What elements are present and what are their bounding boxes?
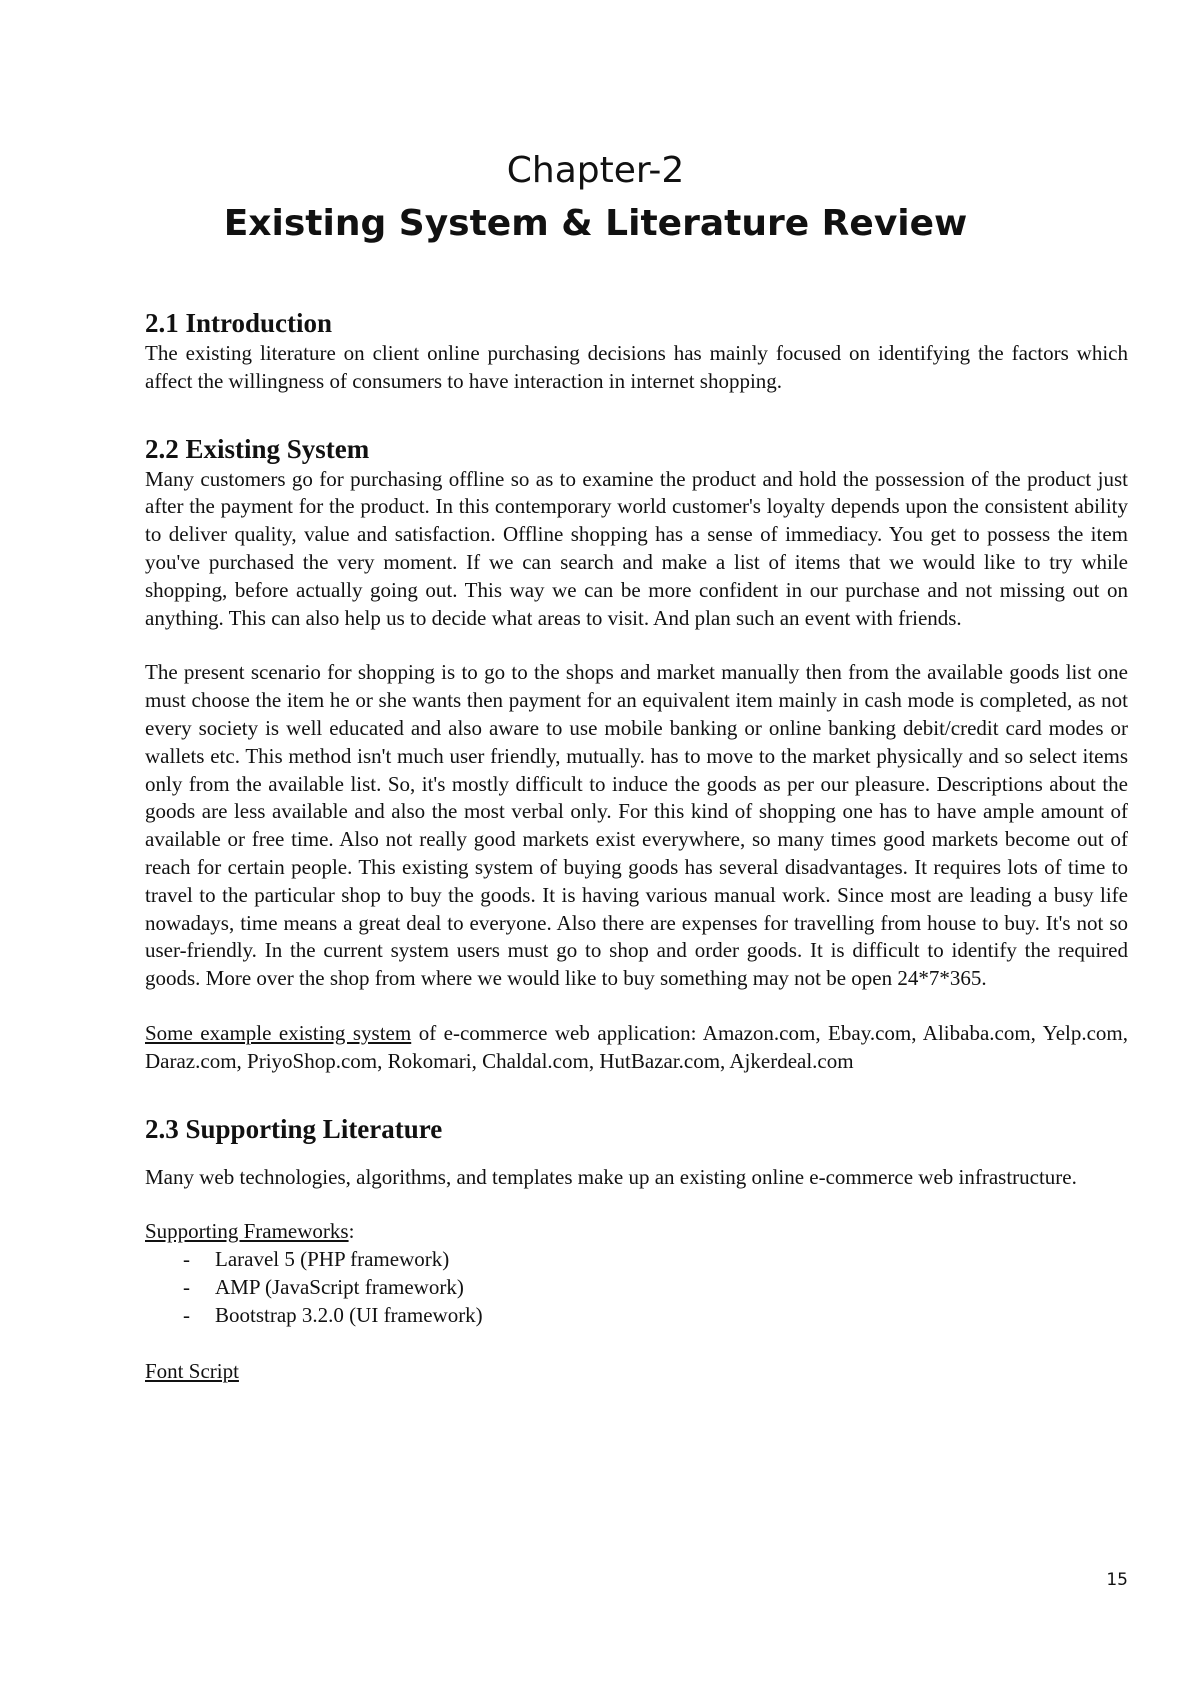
framework-item: Laravel 5 (PHP framework)	[215, 1247, 450, 1272]
section-heading-supporting-literature: 2.3 Supporting Literature	[145, 1113, 443, 1144]
chapter-title: Existing System & Literature Review	[223, 203, 968, 244]
framework-item: AMP (JavaScript framework)	[215, 1274, 464, 1299]
frameworks-heading	[145, 1218, 1128, 1246]
page-content	[145, 306, 1128, 1385]
section-heading-existing-system: 2.2 Existing System	[145, 433, 370, 464]
examples-text: of e-commerce web application: Amazon.com, Ebay.com, Alibaba.com, Yelp.com, Daraz.com, PriyoShop.com, Rokomari, Chaldal.com, HutBazar.com, Ajkerdeal.com	[145, 1020, 1128, 1073]
frameworks-colon: :	[348, 1219, 355, 1244]
examples-label: Some example existing system	[145, 1020, 412, 1045]
section-heading-introduction: 2.1 Introduction	[145, 308, 333, 338]
examples-paragraph	[145, 1020, 1128, 1076]
font-script-label: Font Script	[145, 1358, 239, 1383]
existing-system-paragraph-2: The present scenario for shopping is to go to the shops and market manually then from the available goods list one must choose the item he or she wants then payment for an equivalent item mainly in cash mode is completed, as not every society is well educated and also aware to use mobile banking or online banking debit/credit card modes or wallets etc. This method isn't much user friendly, mutually. has to move to the market physically and so select items only from the available list. So, it's mostly difficult to induce the goods as per our pleasure. Descriptions about the goods are less available and also the most verbal only. For this kind of shopping one has to have ample amount of available or free time. Also not really good markets exist everywhere, so many times good markets become out of reach for certain people. This existing system of buying goods has several disadvantages. It requires lots of time to travel to the particular shop to buy the goods. It is having various manual work. Since most are leading a busy life nowadays, time means a great deal to everyone. Also there are expenses for travelling from house to buy. It's not so user-friendly. In the current system users must go to shop and order goods. It is difficult to identify the required goods. More over the shop from where we would like to buy something may not be open 24*7*365.	[145, 660, 1128, 991]
list-dash: -	[183, 1274, 190, 1299]
frameworks-label: Supporting Frameworks	[145, 1219, 349, 1244]
framework-item: Bootstrap 3.2.0 (UI framework)	[215, 1302, 483, 1327]
existing-system-paragraph-1: Many customers go for purchasing offline so as to examine the product and hold the possession of the product just after the payment for the product. In this contemporary world customer's loyalty depends upon the consistent ability to deliver quality, value and satisfaction. Offline shopping has a sense of immediacy. You get to possess the item you've purchased the very moment. If we can search and make a list of items that we would like to try while shopping, before actually going out. This way we can be more confident in our purchase and not missing out on anything. This can also help us to decide what areas to visit. And plan such an event with friends.	[145, 466, 1128, 630]
introduction-paragraph: The existing literature on client online purchasing decisions has mainly focused on identifying the factors which affect the willingness of consumers to have interaction in internet shopping.	[145, 341, 1128, 393]
supporting-literature-paragraph: Many web technologies, algorithms, and templates make up an existing online e-commerce web infrastructure.	[145, 1164, 1077, 1189]
page-number: 15	[1106, 1570, 1128, 1590]
list-item	[145, 1274, 1128, 1302]
font-script-heading	[145, 1358, 1128, 1386]
list-dash: -	[183, 1302, 190, 1327]
list-item	[145, 1302, 1128, 1330]
frameworks-list	[145, 1246, 1128, 1329]
list-item	[145, 1246, 1128, 1274]
chapter-number: Chapter-2	[506, 150, 685, 191]
list-dash: -	[183, 1247, 190, 1272]
